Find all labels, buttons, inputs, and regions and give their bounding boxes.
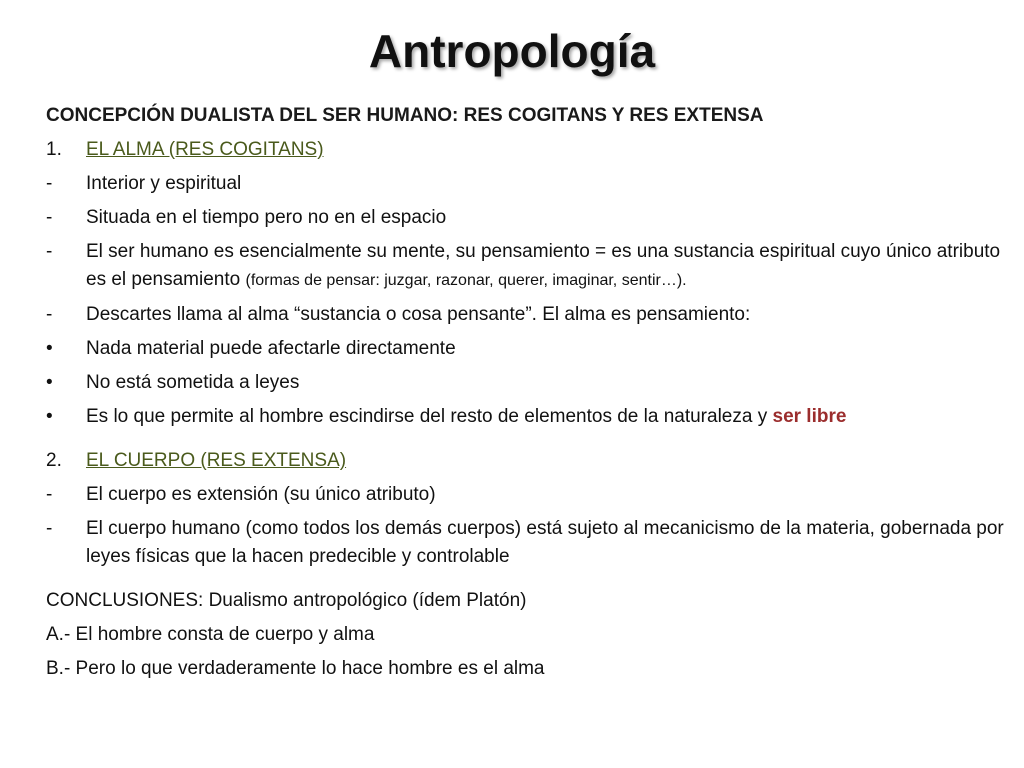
section1-heading: EL ALMA (RES COGITANS) [86, 139, 324, 160]
list-item-long [46, 512, 1006, 574]
section2-heading: EL CUERPO (RES EXTENSA) [86, 450, 347, 471]
bullet-item [46, 366, 1006, 400]
slide-body [46, 99, 1006, 686]
conclusion-item: B.- Pero lo que verdaderamente lo hace hombre es el alma [46, 658, 545, 679]
list-item-text: El cuerpo es extensión (su único atributo) [86, 484, 436, 505]
list-item-long [46, 235, 1006, 298]
subtitle: CONCEPCIÓN DUALISTA DEL SER HUMANO: RES COGITANS Y RES EXTENSA [46, 105, 764, 126]
list-item [46, 167, 1006, 201]
list-marker: - [46, 304, 53, 325]
list-item [46, 298, 1006, 332]
list-marker: - [46, 241, 53, 262]
list-item-text: El ser humano es esencialmente su mente, su pensamiento = es una sustancia espiritual cuyo único atributo es el pensamiento [86, 241, 1001, 290]
section1-number: 1. [46, 139, 62, 160]
bullet-marker: • [46, 372, 53, 393]
list-marker: - [46, 207, 53, 228]
bullet-text: Es lo que permite al hombre escindirse del resto de elementos de la naturaleza y [86, 406, 768, 427]
list-item-text: El cuerpo humano (como todos los demás cuerpos) está sujeto al mecanicismo de la materia, gobernada por leyes físicas que la hacen predecible y controlable [86, 518, 1004, 567]
bullet-item [46, 332, 1006, 366]
list-item-text: Interior y espiritual [86, 173, 242, 194]
bullet-marker: • [46, 406, 53, 427]
section2-heading-row [46, 444, 1006, 478]
conclusions-heading: CONCLUSIONES: Dualismo antropológico (ídem Platón) [46, 590, 527, 611]
list-item-text: Situada en el tiempo pero no en el espacio [86, 207, 447, 228]
list-item [46, 201, 1006, 235]
section2-number: 2. [46, 450, 62, 471]
list-marker: - [46, 518, 53, 539]
list-marker: - [46, 484, 53, 505]
conclusion-item: A.- El hombre consta de cuerpo y alma [46, 624, 375, 645]
bullet-item [46, 400, 1006, 434]
slide-title: Antropología [368, 25, 656, 77]
highlight-text: ser libre [772, 406, 847, 427]
list-item-note: (formas de pensar: juzgar, razonar, querer, imaginar, sentir…). [245, 272, 687, 289]
bullet-marker: • [46, 338, 53, 359]
list-item [46, 478, 1006, 512]
list-item-text: Descartes llama al alma “sustancia o cosa pensante”. El alma es pensamiento: [86, 304, 751, 325]
list-marker: - [46, 173, 53, 194]
bullet-text: No está sometida a leyes [86, 372, 300, 393]
section1-heading-row [46, 133, 1006, 167]
bullet-text: Nada material puede afectarle directamente [86, 338, 456, 359]
